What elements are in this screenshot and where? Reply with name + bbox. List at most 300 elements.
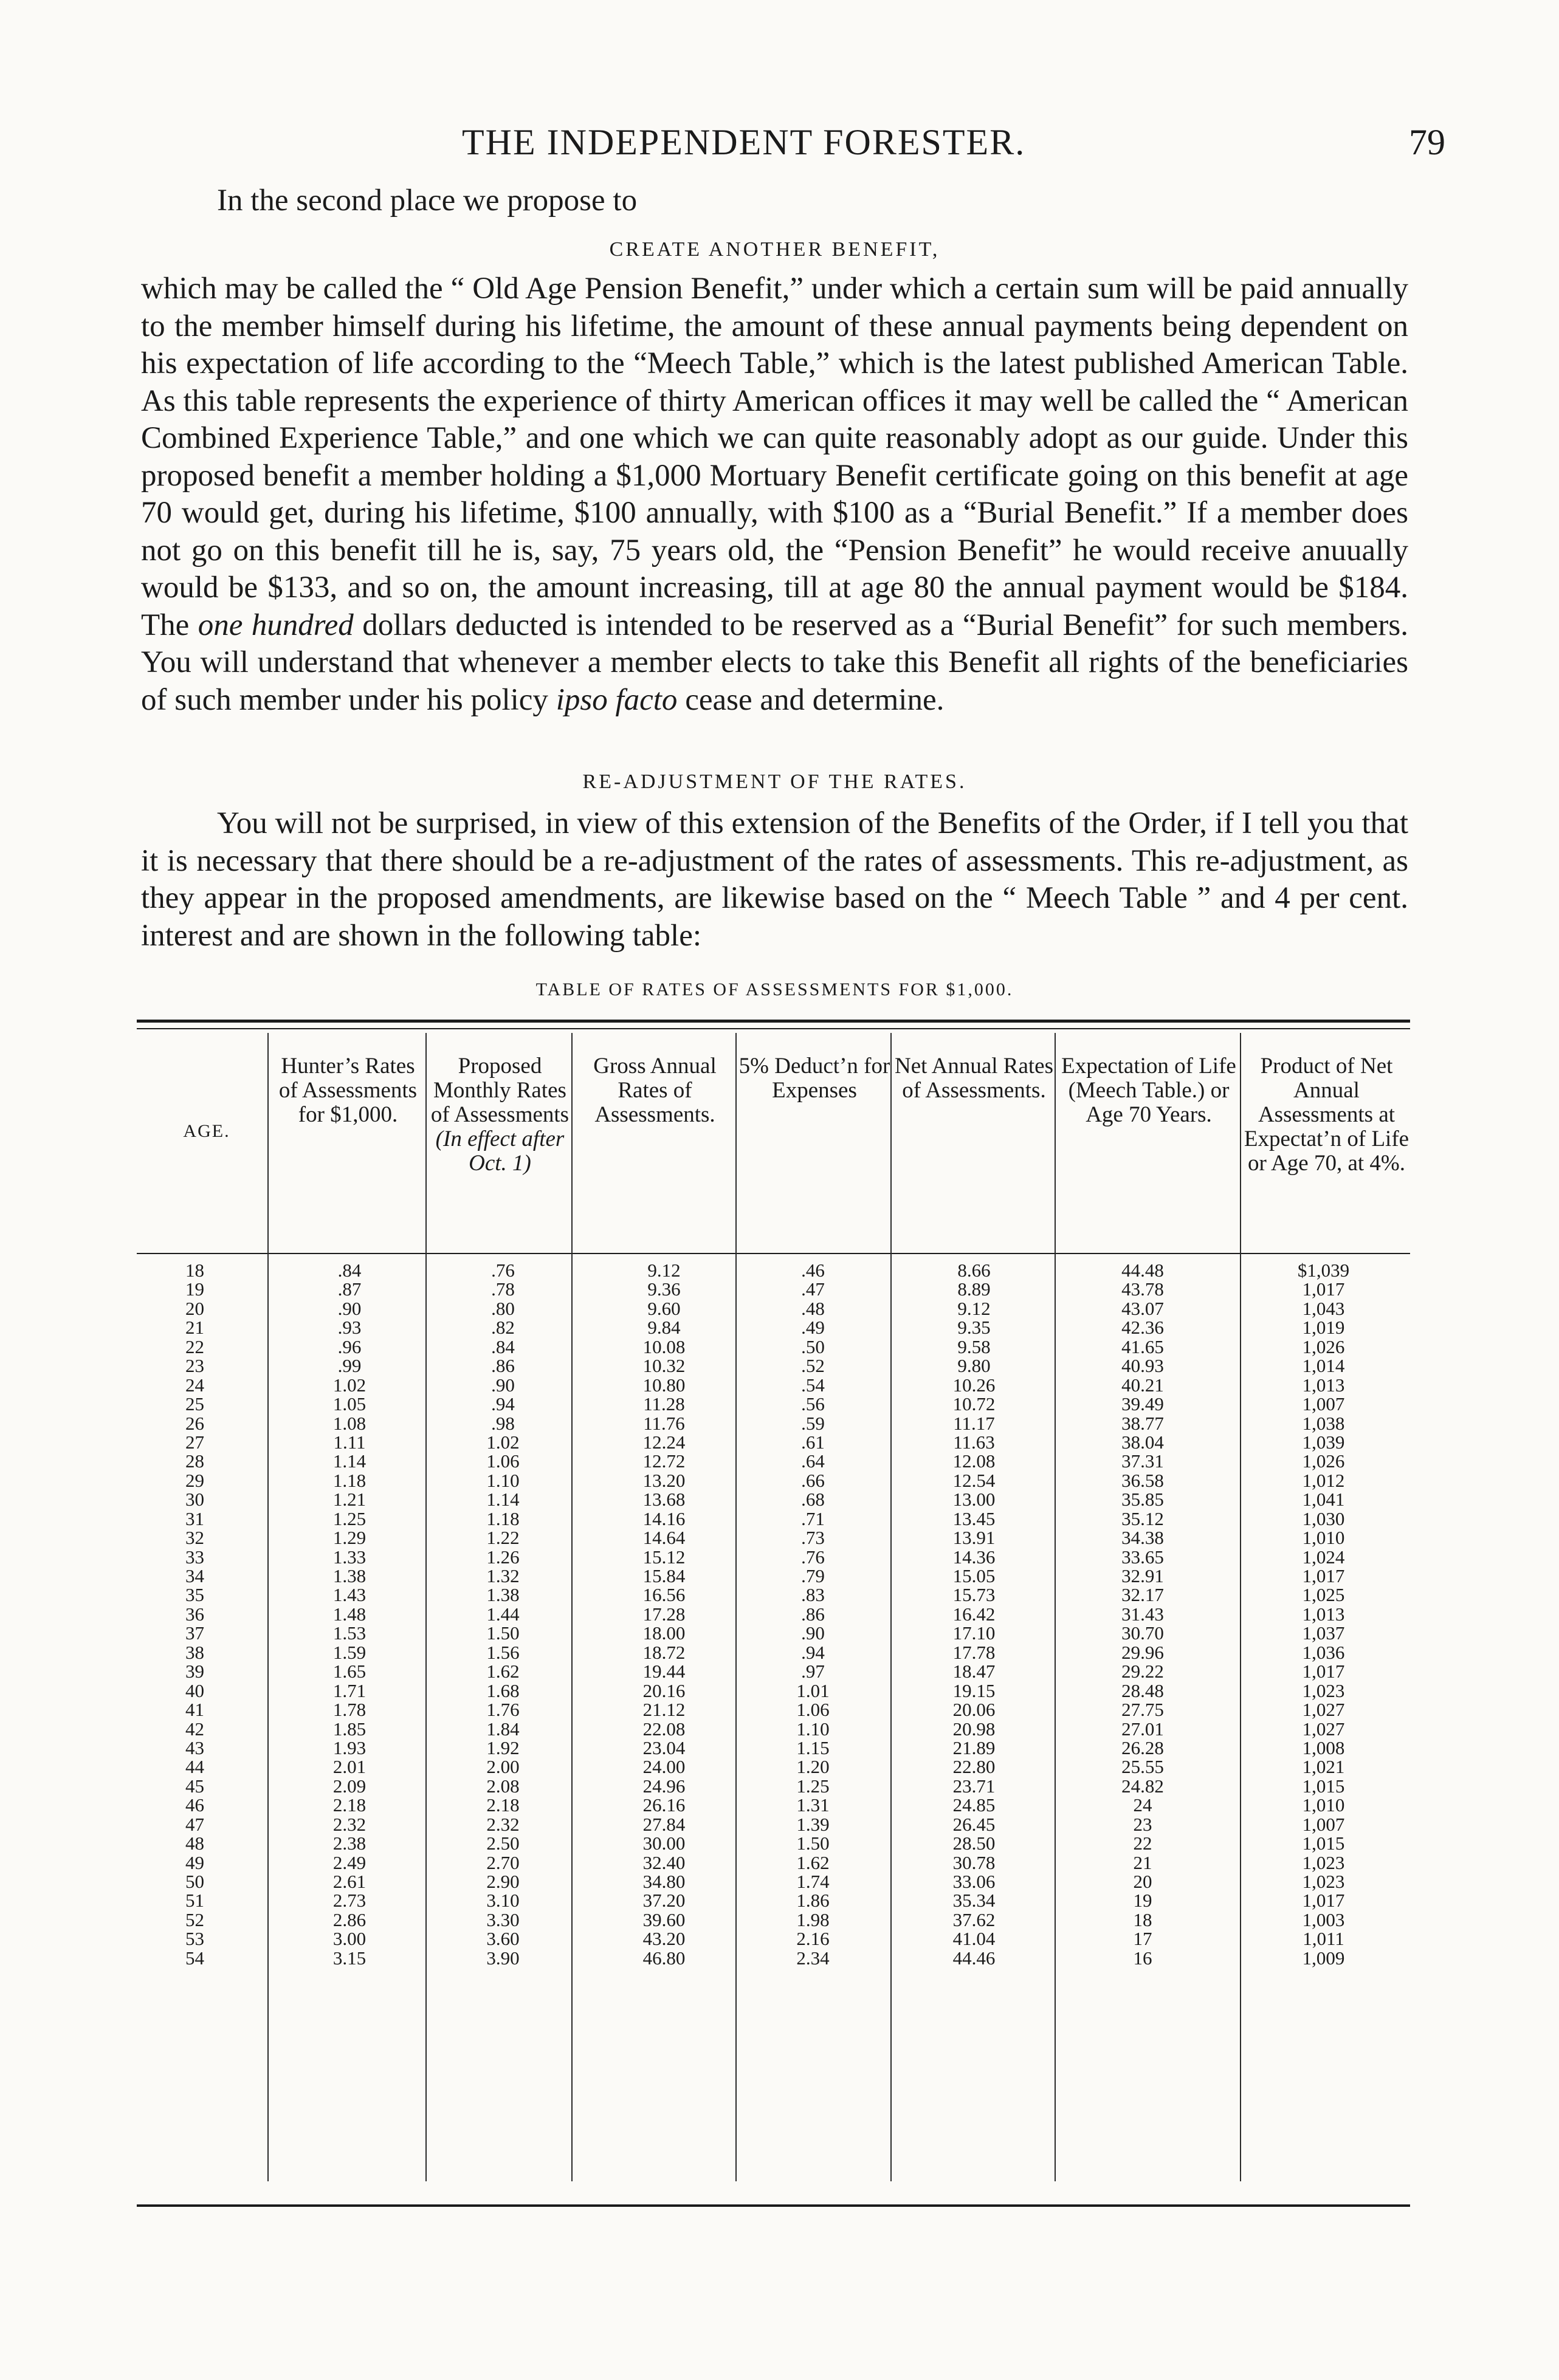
table-row: [137, 1643, 1410, 1662]
cell-proposed-rate: 1.84: [486, 1718, 520, 1740]
cell-deduction: 1.01: [796, 1679, 830, 1701]
cell-expectation: 33.65: [1121, 1546, 1164, 1568]
cell-hunters-rate: 1.38: [332, 1565, 367, 1586]
cell-product: 1,023: [1302, 1871, 1345, 1892]
cell-proposed-rate: 1.68: [486, 1679, 520, 1701]
table-row: [137, 1452, 1410, 1470]
table-row: [137, 1299, 1410, 1318]
table-row: [137, 1834, 1410, 1853]
cell-hunters-rate: 1.43: [332, 1584, 367, 1606]
cell-age: 29: [185, 1469, 204, 1491]
table-row: [137, 1471, 1410, 1490]
cell-age: 25: [185, 1393, 204, 1415]
cell-deduction: .73: [801, 1527, 825, 1549]
header-net-annual: Net Annual Rates of Assessments.: [894, 1054, 1053, 1103]
cell-net-annual: 24.85: [952, 1794, 996, 1816]
table-row: [137, 1853, 1410, 1872]
cell-expectation: 40.21: [1121, 1374, 1164, 1396]
readjustment-paragraph: [141, 805, 1408, 955]
cell-gross-annual: 17.28: [642, 1603, 686, 1625]
cell-proposed-rate: 1.02: [486, 1431, 520, 1453]
cell-proposed-rate: .76: [491, 1260, 515, 1281]
cell-net-annual: 28.50: [952, 1833, 996, 1854]
cell-product: 1,013: [1302, 1603, 1345, 1625]
cell-expectation: 23: [1133, 1813, 1152, 1835]
cell-gross-annual: 10.80: [642, 1374, 686, 1396]
benefit-text-part-2: dollars deducted is intended to be reserved as a “Burial Benefit” for such members. You will understand that whenever a member elects to take this Benefit all rights of the beneficiaries of such member under his policy: [141, 608, 1408, 717]
cell-product: 1,043: [1302, 1297, 1345, 1319]
cell-proposed-rate: .78: [491, 1278, 515, 1300]
cell-age: 24: [185, 1374, 204, 1396]
cell-deduction: 1.15: [796, 1737, 830, 1758]
header-product: Product of Net Annual Assessments at Expectat’n of Life or Age 70, at 4%.: [1244, 1054, 1409, 1176]
cell-net-annual: 8.66: [957, 1260, 991, 1281]
header-proposed-note: (In effect after Oct. 1): [435, 1127, 565, 1176]
cell-product: 1,007: [1302, 1393, 1345, 1415]
cell-expectation: 34.38: [1121, 1527, 1164, 1549]
cell-age: 18: [185, 1260, 204, 1281]
cell-gross-annual: 9.12: [647, 1260, 681, 1281]
page-number: 79: [1409, 122, 1445, 162]
cell-product: 1,023: [1302, 1851, 1345, 1873]
cell-hunters-rate: .99: [337, 1355, 362, 1377]
cell-proposed-rate: 3.30: [486, 1908, 520, 1930]
cell-deduction: 1.86: [796, 1890, 830, 1912]
header-proposed-rates: [428, 1054, 571, 1176]
cell-age: 51: [185, 1890, 204, 1912]
table-row: [137, 1757, 1410, 1776]
intro-text: In the second place we propose to: [217, 183, 638, 218]
cell-age: 28: [185, 1450, 204, 1472]
header-expectation: Expectation of Life (Meech Table.) or Age 70 Years.: [1061, 1054, 1236, 1127]
cell-hunters-rate: 1.18: [332, 1469, 367, 1491]
cell-hunters-rate: 1.48: [332, 1603, 367, 1625]
cell-gross-annual: 10.08: [642, 1336, 686, 1357]
benefit-text: [141, 270, 1408, 719]
cell-proposed-rate: 1.22: [486, 1527, 520, 1549]
cell-net-annual: 33.06: [952, 1871, 996, 1892]
cell-hunters-rate: 2.38: [332, 1833, 367, 1854]
cell-deduction: .61: [801, 1431, 825, 1453]
cell-hunters-rate: 1.02: [332, 1374, 367, 1396]
cell-product: 1,013: [1302, 1374, 1345, 1396]
cell-deduction: 1.10: [796, 1718, 830, 1740]
cell-product: 1,041: [1302, 1489, 1345, 1511]
cell-product: 1,017: [1302, 1278, 1345, 1300]
table-row: [137, 1777, 1410, 1795]
cell-expectation: 31.43: [1121, 1603, 1164, 1625]
cell-net-annual: 20.06: [952, 1699, 996, 1721]
cell-age: 52: [185, 1908, 204, 1930]
table-row: [137, 1394, 1410, 1413]
cell-expectation: 44.48: [1121, 1260, 1164, 1281]
cell-hunters-rate: 2.49: [332, 1851, 367, 1873]
table-row: [137, 1662, 1410, 1681]
cell-hunters-rate: .96: [337, 1336, 362, 1357]
table-row: [137, 1528, 1410, 1547]
cell-age: 34: [185, 1565, 204, 1586]
cell-deduction: .48: [801, 1297, 825, 1319]
cell-expectation: 19: [1133, 1890, 1152, 1912]
cell-proposed-rate: .90: [491, 1374, 515, 1396]
cell-net-annual: 9.12: [957, 1297, 991, 1319]
table-row: [137, 1261, 1410, 1280]
cell-net-annual: 13.00: [952, 1489, 996, 1511]
benefit-emphasis-ipso-facto: ipso facto: [556, 682, 678, 717]
cell-hunters-rate: 1.85: [332, 1718, 367, 1740]
cell-hunters-rate: 1.71: [332, 1679, 367, 1701]
table-row: [137, 1376, 1410, 1394]
cell-proposed-rate: 1.26: [486, 1546, 520, 1568]
cell-age: 21: [185, 1317, 204, 1339]
cell-expectation: 42.36: [1121, 1317, 1164, 1339]
cell-expectation: 18: [1133, 1908, 1152, 1930]
cell-deduction: .59: [801, 1412, 825, 1434]
table-body: [137, 1261, 1410, 1967]
cell-deduction: 2.16: [796, 1928, 830, 1950]
cell-product: 1,037: [1302, 1622, 1345, 1644]
cell-product: 1,015: [1302, 1775, 1345, 1797]
cell-gross-annual: 15.84: [642, 1565, 686, 1586]
cell-age: 23: [185, 1355, 204, 1377]
cell-hunters-rate: .90: [337, 1297, 362, 1319]
running-title: THE INDEPENDENT FORESTER.: [462, 122, 1026, 162]
cell-expectation: 26.28: [1121, 1737, 1164, 1758]
cell-hunters-rate: 1.08: [332, 1412, 367, 1434]
cell-expectation: 43.07: [1121, 1297, 1164, 1319]
cell-proposed-rate: 3.90: [486, 1947, 520, 1969]
cell-net-annual: 11.63: [953, 1431, 995, 1453]
benefit-text-part-3: cease and determine.: [677, 682, 945, 717]
cell-gross-annual: 16.56: [642, 1584, 686, 1606]
cell-expectation: 20: [1133, 1871, 1152, 1892]
benefit-paragraph: [141, 270, 1408, 719]
header-bottom-rule: [137, 1253, 1410, 1254]
cell-hunters-rate: 2.01: [332, 1756, 367, 1778]
cell-gross-annual: 15.12: [642, 1546, 686, 1568]
cell-gross-annual: 30.00: [642, 1833, 686, 1854]
cell-product: 1,030: [1302, 1507, 1345, 1529]
cell-proposed-rate: 2.90: [486, 1871, 520, 1892]
cell-age: 19: [185, 1278, 204, 1300]
table-row: [137, 1700, 1410, 1719]
cell-expectation: 24.82: [1121, 1775, 1164, 1797]
cell-expectation: 27.75: [1121, 1699, 1164, 1721]
cell-gross-annual: 14.16: [642, 1507, 686, 1529]
cell-deduction: 1.31: [796, 1794, 830, 1816]
cell-age: 38: [185, 1641, 204, 1663]
cell-hunters-rate: 2.09: [332, 1775, 367, 1797]
cell-product: 1,014: [1302, 1355, 1345, 1377]
table-row: [137, 1414, 1410, 1433]
cell-hunters-rate: 2.18: [332, 1794, 367, 1816]
cell-net-annual: 9.58: [957, 1336, 991, 1357]
cell-net-annual: 11.17: [953, 1412, 995, 1434]
cell-proposed-rate: 1.92: [486, 1737, 520, 1758]
cell-age: 43: [185, 1737, 204, 1758]
cell-gross-annual: 13.68: [642, 1489, 686, 1511]
cell-deduction: .52: [801, 1355, 825, 1377]
cell-deduction: 1.06: [796, 1699, 830, 1721]
cell-proposed-rate: 1.76: [486, 1699, 520, 1721]
cell-hunters-rate: 1.78: [332, 1699, 367, 1721]
table-row: [137, 1795, 1410, 1814]
cell-gross-annual: 22.08: [642, 1718, 686, 1740]
cell-proposed-rate: 1.50: [486, 1622, 520, 1644]
table-row: [137, 1605, 1410, 1624]
cell-product: 1,007: [1302, 1813, 1345, 1835]
cell-expectation: 35.12: [1121, 1507, 1164, 1529]
cell-net-annual: 13.91: [952, 1527, 996, 1549]
cell-deduction: 2.34: [796, 1947, 830, 1969]
cell-net-annual: 20.98: [952, 1718, 996, 1740]
cell-proposed-rate: 3.60: [486, 1928, 520, 1950]
cell-expectation: 36.58: [1121, 1469, 1164, 1491]
cell-proposed-rate: 2.00: [486, 1756, 520, 1778]
cell-age: 20: [185, 1297, 204, 1319]
cell-net-annual: 18.47: [952, 1661, 996, 1682]
table-row: [137, 1624, 1410, 1642]
cell-age: 39: [185, 1661, 204, 1682]
cell-age: 46: [185, 1794, 204, 1816]
cell-gross-annual: 27.84: [642, 1813, 686, 1835]
table-row: [137, 1681, 1410, 1700]
cell-deduction: 1.74: [796, 1871, 830, 1892]
section-heading-create-benefit: CREATE ANOTHER BENEFIT,: [609, 238, 940, 261]
cell-net-annual: 23.71: [952, 1775, 996, 1797]
cell-expectation: 22: [1133, 1833, 1152, 1854]
table-row: [137, 1318, 1410, 1337]
cell-deduction: .83: [801, 1584, 825, 1606]
cell-expectation: 40.93: [1121, 1355, 1164, 1377]
cell-deduction: 1.39: [796, 1813, 830, 1835]
cell-age: 32: [185, 1527, 204, 1549]
cell-deduction: .64: [801, 1450, 825, 1472]
table-row: [137, 1356, 1410, 1375]
cell-net-annual: 26.45: [952, 1813, 996, 1835]
cell-deduction: 1.20: [796, 1756, 830, 1778]
cell-hunters-rate: .84: [337, 1260, 362, 1281]
cell-expectation: 37.31: [1121, 1450, 1164, 1472]
cell-gross-annual: 34.80: [642, 1871, 686, 1892]
table-row: [137, 1738, 1410, 1757]
cell-expectation: 29.96: [1121, 1641, 1164, 1663]
cell-proposed-rate: .94: [491, 1393, 515, 1415]
cell-product: 1,026: [1302, 1450, 1345, 1472]
cell-hunters-rate: 1.93: [332, 1737, 367, 1758]
header-deduction: 5% Deduct’n for Expenses: [738, 1054, 890, 1103]
cell-proposed-rate: 1.32: [486, 1565, 520, 1586]
table-row: [137, 1509, 1410, 1528]
cell-net-annual: 19.15: [952, 1679, 996, 1701]
readjustment-text: You will not be surprised, in view of this extension of the Benefits of the Order, if I tell you that it is necessary that there should be a re-adjustment of the rates of assessments. This re-adjustment, as they appear in the proposed amendments, are likewise based on the “ Meech Table ” and 4 per cent. interest and are shown in the following table:: [141, 806, 1408, 953]
cell-age: 47: [185, 1813, 204, 1835]
cell-hunters-rate: 1.65: [332, 1661, 367, 1682]
cell-net-annual: 21.89: [952, 1737, 996, 1758]
cell-product: 1,025: [1302, 1584, 1345, 1606]
cell-gross-annual: 39.60: [642, 1908, 686, 1930]
cell-gross-annual: 13.20: [642, 1469, 686, 1491]
cell-expectation: 30.70: [1121, 1622, 1164, 1644]
cell-hunters-rate: 2.32: [332, 1813, 367, 1835]
cell-product: 1,012: [1302, 1469, 1345, 1491]
cell-gross-annual: 9.60: [647, 1297, 681, 1319]
cell-net-annual: 22.80: [952, 1756, 996, 1778]
cell-product: 1,015: [1302, 1833, 1345, 1854]
cell-gross-annual: 24.00: [642, 1756, 686, 1778]
cell-net-annual: 44.46: [952, 1947, 996, 1969]
cell-proposed-rate: .80: [491, 1297, 515, 1319]
cell-expectation: 17: [1133, 1928, 1152, 1950]
cell-age: 30: [185, 1489, 204, 1511]
cell-hunters-rate: 3.00: [332, 1928, 367, 1950]
cell-hunters-rate: 2.61: [332, 1871, 367, 1892]
cell-deduction: .47: [801, 1278, 825, 1300]
header-proposed-main: Proposed Monthly Rates of Assessments: [430, 1054, 570, 1127]
cell-proposed-rate: 3.10: [486, 1890, 520, 1912]
cell-deduction: .50: [801, 1336, 825, 1357]
cell-hunters-rate: 1.29: [332, 1527, 367, 1549]
cell-expectation: 32.91: [1121, 1565, 1164, 1586]
cell-age: 33: [185, 1546, 204, 1568]
cell-expectation: 32.17: [1121, 1584, 1164, 1606]
table-row: [137, 1872, 1410, 1891]
cell-proposed-rate: .82: [491, 1317, 515, 1339]
cell-net-annual: 12.08: [952, 1450, 996, 1472]
table-bottom-rule: [137, 2204, 1410, 2207]
header-age: AGE.: [183, 1121, 230, 1141]
cell-product: 1,036: [1302, 1641, 1345, 1663]
cell-deduction: .66: [801, 1469, 825, 1491]
cell-hunters-rate: 1.53: [332, 1622, 367, 1644]
cell-expectation: 27.01: [1121, 1718, 1164, 1740]
cell-net-annual: 17.10: [952, 1622, 996, 1644]
cell-gross-annual: 19.44: [642, 1661, 686, 1682]
benefit-emphasis-one-hundred: one hundred: [198, 608, 354, 642]
table-row: [137, 1337, 1410, 1356]
cell-age: 50: [185, 1871, 204, 1892]
cell-hunters-rate: 1.25: [332, 1507, 367, 1529]
running-head: [0, 122, 1559, 176]
cell-proposed-rate: .98: [491, 1412, 515, 1434]
cell-expectation: 35.85: [1121, 1489, 1164, 1511]
cell-hunters-rate: 1.21: [332, 1489, 367, 1511]
cell-deduction: .76: [801, 1546, 825, 1568]
cell-hunters-rate: 1.11: [333, 1431, 366, 1453]
benefit-text-part-1: which may be called the “ Old Age Pension Benefit,” under which a certain sum will be paid annually to the member himself during his lifetime, the amount of these annual payments being dependent on his expectation of life according to the “Meech Table,” which is the latest published American Table. As this table represents the experience of thirty American offices it may well be called the “ American Combined Experience Table,” and one which we can quite reasonably adopt as our guide. Under this proposed benefit a member holding a $1,000 Mortuary Benefit certificate going on this benefit at age 70 would get, during his lifetime, $100 annually, with $100 as a “Burial Benefit.” If a member does not go on this benefit till he is, say, 75 years old, the “Pension Benefit” he would receive anuually would be $133, and so on, the amount increasing, till at age 80 the annual payment would be $184. The: [141, 272, 1408, 642]
cell-gross-annual: 23.04: [642, 1737, 686, 1758]
cell-age: 48: [185, 1833, 204, 1854]
cell-product: 1,019: [1302, 1317, 1345, 1339]
cell-proposed-rate: 1.38: [486, 1584, 520, 1606]
cell-proposed-rate: 2.08: [486, 1775, 520, 1797]
cell-expectation: 21: [1133, 1851, 1152, 1873]
cell-age: 53: [185, 1928, 204, 1950]
cell-gross-annual: 20.16: [642, 1679, 686, 1701]
cell-age: 42: [185, 1718, 204, 1740]
cell-product: 1,024: [1302, 1546, 1345, 1568]
cell-proposed-rate: .84: [491, 1336, 515, 1357]
cell-expectation: 25.55: [1121, 1756, 1164, 1778]
cell-age: 22: [185, 1336, 204, 1357]
cell-deduction: .86: [801, 1603, 825, 1625]
cell-proposed-rate: 1.56: [486, 1641, 520, 1663]
cell-hunters-rate: 2.73: [332, 1890, 367, 1912]
cell-expectation: 43.78: [1121, 1278, 1164, 1300]
cell-age: 40: [185, 1679, 204, 1701]
cell-deduction: .46: [801, 1260, 825, 1281]
cell-age: 36: [185, 1603, 204, 1625]
cell-age: 37: [185, 1622, 204, 1644]
cell-gross-annual: 26.16: [642, 1794, 686, 1816]
cell-hunters-rate: 3.15: [332, 1947, 367, 1969]
table-row: [137, 1548, 1410, 1566]
cell-gross-annual: 46.80: [642, 1947, 686, 1969]
cell-hunters-rate: .93: [337, 1317, 362, 1339]
cell-hunters-rate: 1.05: [332, 1393, 367, 1415]
cell-proposed-rate: .86: [491, 1355, 515, 1377]
cell-age: 49: [185, 1851, 204, 1873]
cell-net-annual: 9.80: [957, 1355, 991, 1377]
cell-age: 44: [185, 1756, 204, 1778]
table-row: [137, 1433, 1410, 1452]
cell-product: 1,009: [1302, 1947, 1345, 1969]
cell-net-annual: 9.35: [957, 1317, 991, 1339]
cell-net-annual: 15.73: [952, 1584, 996, 1606]
cell-product: 1,039: [1302, 1431, 1345, 1453]
cell-expectation: 29.22: [1121, 1661, 1164, 1682]
cell-gross-annual: 18.00: [642, 1622, 686, 1644]
cell-product: 1,023: [1302, 1679, 1345, 1701]
cell-product: $1,039: [1297, 1260, 1350, 1281]
cell-gross-annual: 32.40: [642, 1851, 686, 1873]
cell-expectation: 41.65: [1121, 1336, 1164, 1357]
table-row: [137, 1490, 1410, 1509]
cell-gross-annual: 9.84: [647, 1317, 681, 1339]
cell-product: 1,027: [1302, 1718, 1345, 1740]
cell-net-annual: 37.62: [952, 1908, 996, 1930]
table-top-rule-thin: [137, 1028, 1410, 1029]
cell-gross-annual: 18.72: [642, 1641, 686, 1663]
cell-product: 1,017: [1302, 1890, 1345, 1912]
cell-proposed-rate: 2.50: [486, 1833, 520, 1854]
cell-deduction: .49: [801, 1317, 825, 1339]
cell-net-annual: 14.36: [952, 1546, 996, 1568]
cell-net-annual: 30.78: [952, 1851, 996, 1873]
cell-expectation: 38.77: [1121, 1412, 1164, 1434]
table-row: [137, 1891, 1410, 1910]
cell-deduction: 1.62: [796, 1851, 830, 1873]
table-row: [137, 1566, 1410, 1585]
table-row: [137, 1280, 1410, 1298]
cell-proposed-rate: 1.10: [486, 1469, 520, 1491]
cell-net-annual: 13.45: [952, 1507, 996, 1529]
cell-gross-annual: 11.76: [643, 1412, 685, 1434]
cell-proposed-rate: 1.14: [486, 1489, 520, 1511]
cell-hunters-rate: 1.14: [332, 1450, 367, 1472]
cell-hunters-rate: 2.86: [332, 1908, 367, 1930]
cell-proposed-rate: 2.70: [486, 1851, 520, 1873]
cell-net-annual: 35.34: [952, 1890, 996, 1912]
cell-product: 1,011: [1303, 1928, 1344, 1950]
table-row: [137, 1910, 1410, 1929]
cell-age: 31: [185, 1507, 204, 1529]
cell-product: 1,021: [1302, 1756, 1345, 1778]
cell-net-annual: 15.05: [952, 1565, 996, 1586]
cell-proposed-rate: 1.06: [486, 1450, 520, 1472]
cell-product: 1,003: [1302, 1908, 1345, 1930]
cell-age: 45: [185, 1775, 204, 1797]
